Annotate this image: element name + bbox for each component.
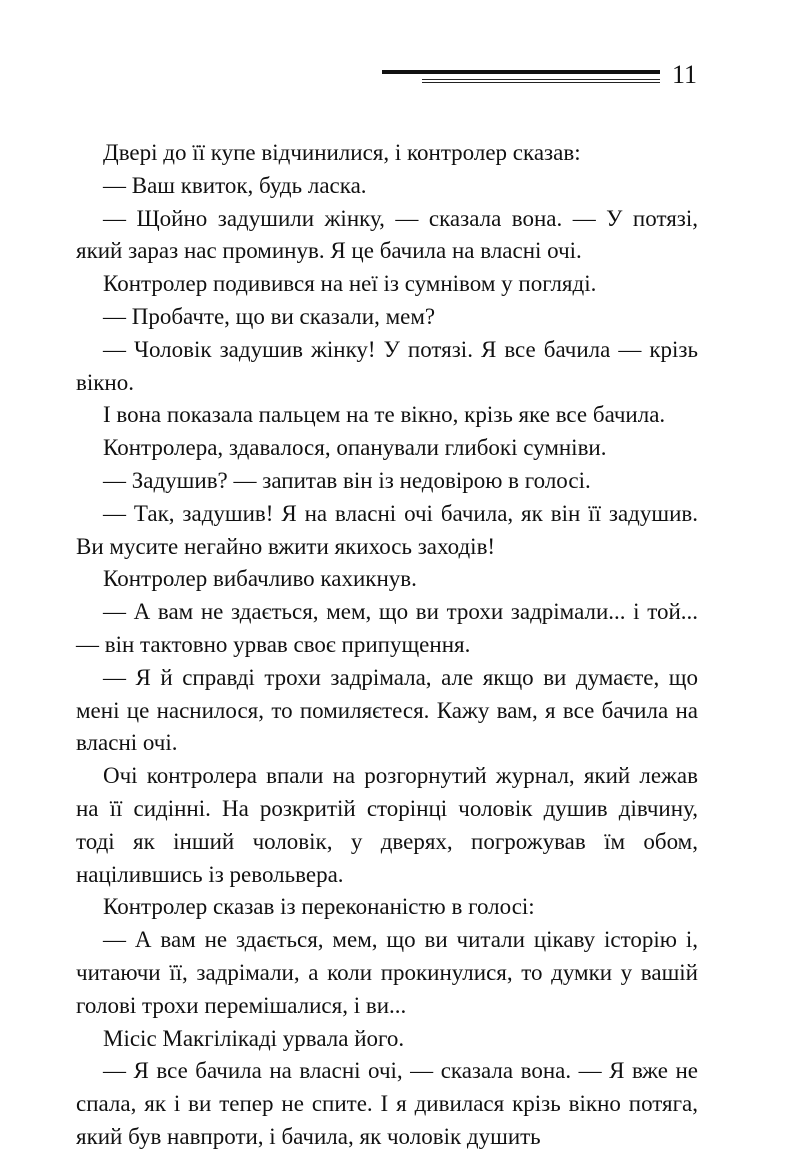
paragraph: Контролер вибачливо кахикнув. — [103, 566, 417, 592]
paragraph: — Чоловік задушив жінку! У потязі. Я все бачила — крізь вікно. — [76, 336, 698, 395]
paragraph: Контролер подивився на неї із сумнівом у погляді. — [103, 271, 597, 297]
paragraph: — Ваш квиток, будь ласка. — [103, 172, 367, 198]
paragraph: І вона показала пальцем на те вікно, крізь яке все бачила. — [103, 402, 666, 428]
paragraph: Контролера, здавалося, опанували глибокі сумніви. — [103, 435, 607, 461]
header-rule-thick — [382, 70, 660, 74]
header-rule-thin — [422, 79, 660, 80]
paragraph: — Щойно задушили жінку, — сказала вона. — У потязі, який зараз нас проминув. Я це бачила на власні очі. — [76, 205, 698, 264]
paragraph: — Я й справді трохи задрімала, але якщо ви думаєте, що мені це наснилося, то помиляєтеся. Кажу вам, я все бачила на власні очі. — [76, 664, 698, 756]
paragraph: — Задушив? — запитав він із недовірою в голосі. — [103, 467, 591, 493]
paragraph: Очі контролера впали на розгорнутий журнал, який лежав на її сидінні. На розкритій сторінці чоловік душив дівчину, тоді як інший чоловік, у дверях, погрожував їм обом, націлившись із револьвера. — [76, 763, 698, 887]
paragraph: — А вам не здається, мем, що ви читали цікаву історію і, читаючи її, задрімали, а коли прокинулися, то думки у вашій голові трохи перемішалися, і ви... — [76, 927, 698, 1018]
paragraph: Двері до її купе відчинилися, і контролер сказав: — [103, 140, 581, 165]
page-number: 11 — [672, 60, 698, 89]
paragraph: — Так, задушив! Я на власні очі бачила, як він її задушив. Ви мусите негайно вжити якихось заходів! — [76, 500, 698, 559]
paragraph: — Пробачте, що ви сказали, мем? — [103, 303, 436, 329]
paragraph: — А вам не здається, мем, що ви трохи задрімали... і той... — він тактовно урвав своє припущення. — [76, 599, 698, 657]
paragraph: — Я все бачила на власні очі, — сказала вона. — Я вже не спала, як і ви тепер не спите. І я дивилася крізь вікно потяга, який був навпроти, і бачила, як чоловік душить — [76, 1058, 698, 1149]
body-text — [76, 137, 698, 1154]
paragraph: Місіс Макгілікаді урвала його. — [103, 1025, 405, 1051]
paragraph: Контролер сказав із переконаністю в голосі: — [103, 894, 535, 920]
running-header — [382, 60, 712, 100]
header-rule-thin-second — [422, 82, 660, 83]
